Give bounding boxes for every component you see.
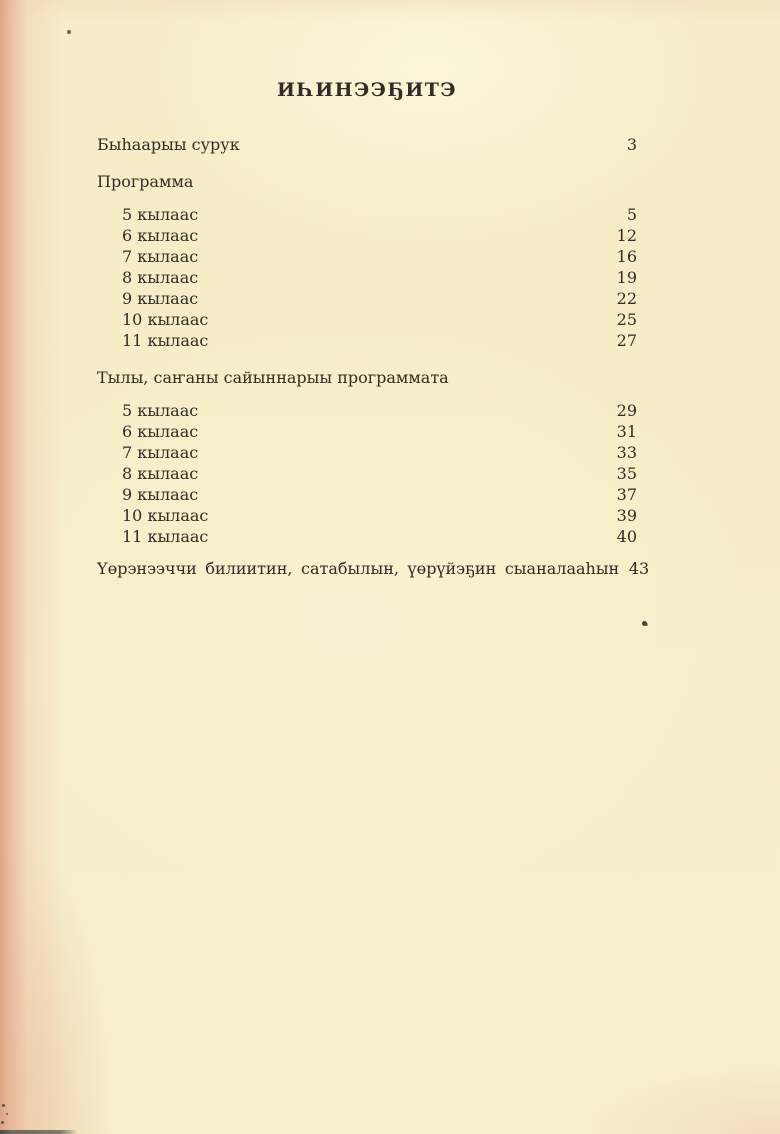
- toc-row: [97, 330, 637, 351]
- toc-row: [97, 246, 637, 267]
- scan-edge-smudge: [0, 1130, 78, 1134]
- toc-entry-page-number: 43: [628, 559, 650, 578]
- toc-entry-page-number: 5: [626, 205, 637, 224]
- toc-entry-label: Үөрэнээччи билиитин, сатабылын, үөрүйэҕин сыаналааһын: [97, 559, 620, 578]
- paper-speck: [1, 1121, 4, 1124]
- toc-row: [97, 505, 637, 526]
- toc-entry-label: 10 кылаас: [122, 506, 209, 525]
- paper-speck: [67, 30, 71, 34]
- toc-row: [97, 204, 637, 225]
- toc-row: [97, 225, 637, 246]
- toc-row: [97, 288, 637, 309]
- toc-entry-label: 5 кылаас: [122, 401, 199, 420]
- toc-entry-page-number: 29: [616, 401, 637, 420]
- toc-row: [97, 309, 637, 330]
- toc-entry-label: 11 кылаас: [122, 331, 209, 350]
- toc-entry-label: 8 кылаас: [122, 268, 199, 287]
- paper-speck: [2, 1104, 5, 1107]
- toc-row: [97, 442, 637, 463]
- toc-entry-label: Тылы, саҥаны сайыннарыы программата: [97, 368, 449, 387]
- toc-entry-page-number: 12: [616, 226, 637, 245]
- paper-speck: [6, 1113, 8, 1115]
- toc-row: [97, 367, 637, 388]
- toc-entry-page-number: 22: [616, 289, 637, 308]
- toc-entry-label: 6 кылаас: [122, 226, 199, 245]
- toc-entry-label: 9 кылаас: [122, 289, 199, 308]
- toc-row: [97, 400, 637, 421]
- toc-row: [97, 484, 637, 505]
- toc-entry-label: 8 кылаас: [122, 464, 199, 483]
- toc-entry-label: 6 кылаас: [122, 422, 199, 441]
- toc-entry-page-number: 25: [616, 310, 637, 329]
- toc-entry-page-number: 3: [626, 135, 637, 154]
- toc-entry-label: 11 кылаас: [122, 527, 209, 546]
- toc-list: [97, 134, 650, 579]
- toc-entry-label: 9 кылаас: [122, 485, 199, 504]
- toc-entry-label: 7 кылаас: [122, 443, 199, 462]
- paper-speck: [642, 621, 647, 626]
- toc-entry-page-number: 35: [616, 464, 637, 483]
- page-title: ИҺИНЭЭҔИТЭ: [276, 79, 458, 101]
- toc-entry-label: 10 кылаас: [122, 310, 209, 329]
- toc-entry-page-number: 39: [616, 506, 637, 525]
- toc-entry-label: Быһаарыы сурук: [97, 135, 240, 154]
- toc-row: [97, 421, 637, 442]
- toc-entry-label: Программа: [97, 172, 194, 191]
- toc-row: [97, 526, 637, 547]
- toc-entry-page-number: 16: [616, 247, 637, 266]
- toc-row: [97, 171, 637, 192]
- toc-entry-page-number: 27: [616, 331, 637, 350]
- toc-entry-page-number: 33: [616, 443, 637, 462]
- toc-row: [97, 134, 637, 155]
- toc-row: [97, 267, 637, 288]
- toc-entry-label: 5 кылаас: [122, 205, 199, 224]
- toc-entry-page-number: 19: [616, 268, 637, 287]
- toc-row: [97, 558, 650, 579]
- toc-entry-page-number: 37: [616, 485, 637, 504]
- toc-row: [97, 463, 637, 484]
- toc-entry-page-number: 40: [616, 527, 637, 546]
- toc-entry-label: 7 кылаас: [122, 247, 199, 266]
- toc-entry-page-number: 31: [616, 422, 637, 441]
